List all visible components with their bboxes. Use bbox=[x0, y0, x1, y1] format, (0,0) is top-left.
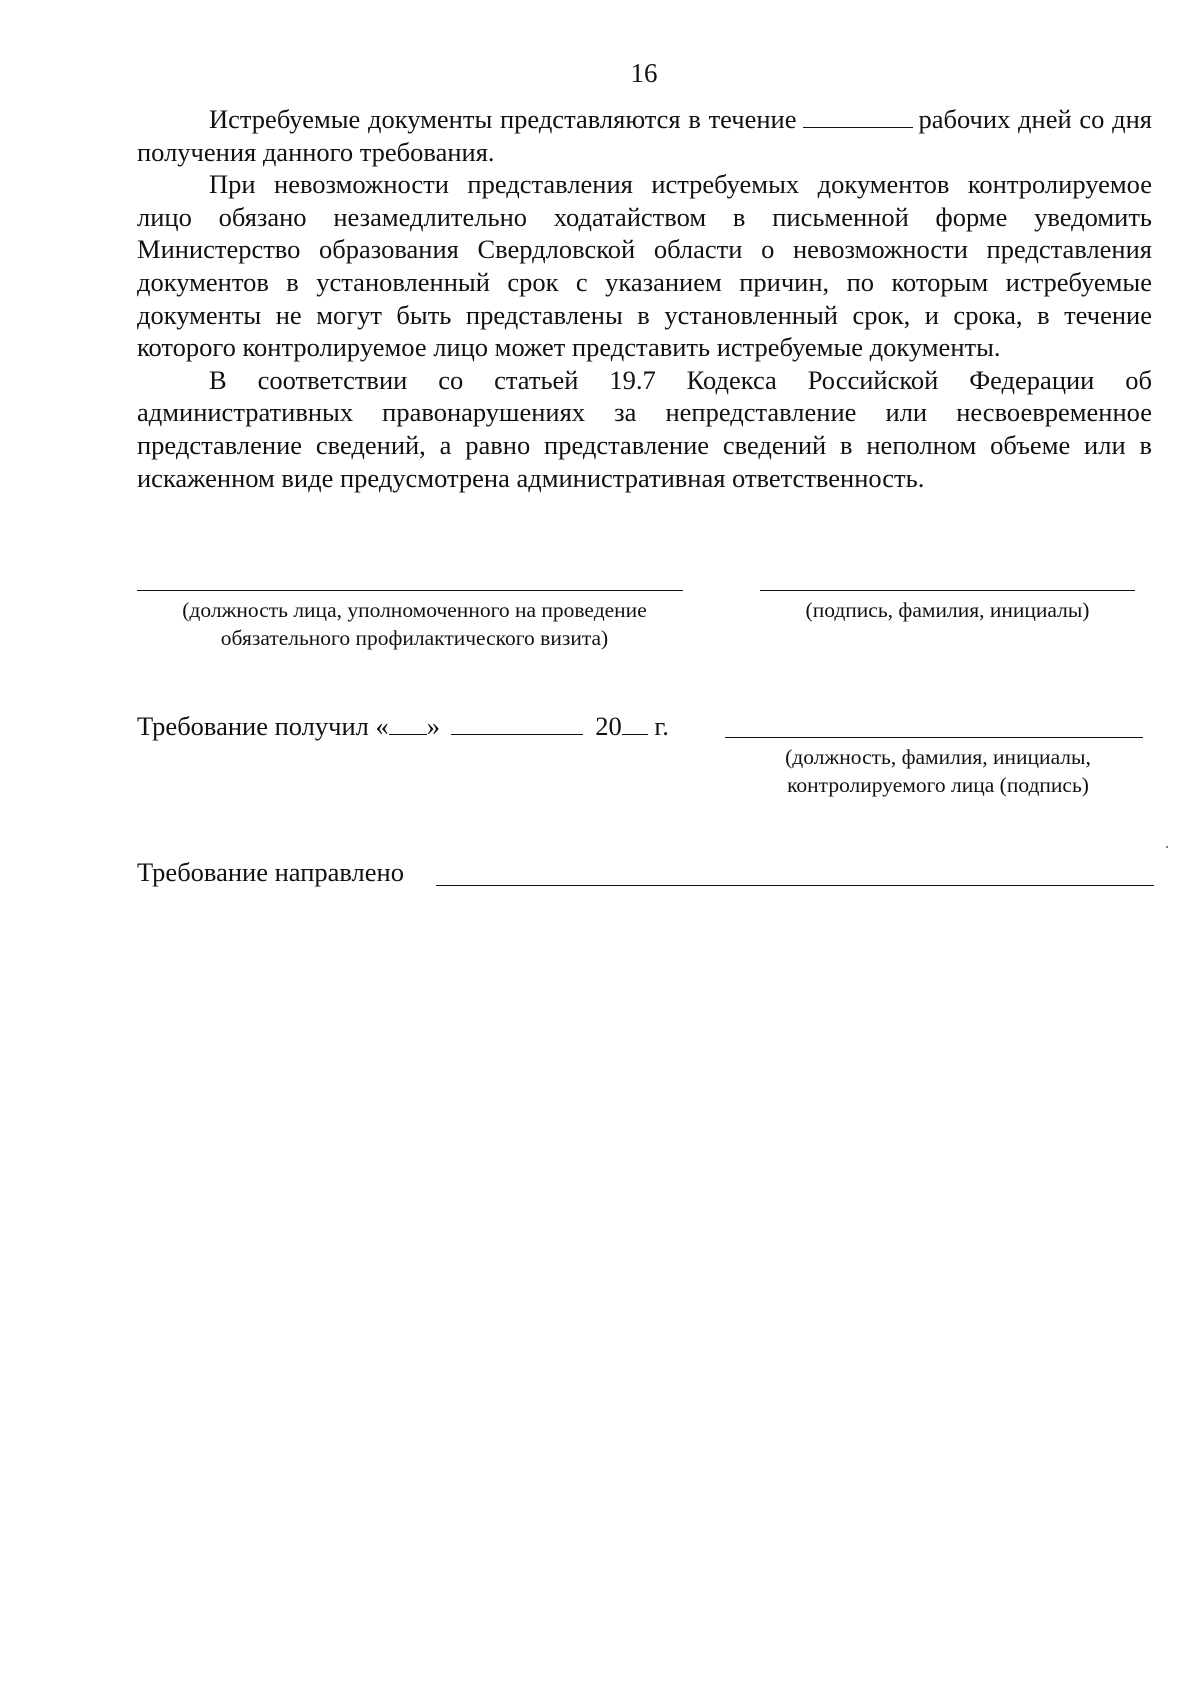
paragraph-deadline-start: Истребуемые документы представляются в течение bbox=[209, 104, 797, 134]
received-label: Требование получил « bbox=[137, 711, 389, 741]
received-month-blank bbox=[451, 712, 583, 735]
document-body bbox=[137, 103, 1152, 494]
received-line bbox=[137, 710, 669, 742]
scan-speck bbox=[1166, 846, 1168, 848]
official-position-caption-line2: обязательного профилактического визита) bbox=[220, 626, 609, 650]
paragraph-deadline bbox=[137, 103, 1152, 168]
paragraph-liability: В соответствии со статьей 19.7 Кодекса Российской Федерации об административных правонарушениях за непредставление или несвоевременное представление сведений, а равно представление сведений в неполном объеме или в искаженном виде предусмотрена административная ответственность. bbox=[137, 364, 1152, 493]
received-day-blank bbox=[389, 712, 427, 735]
sent-line bbox=[137, 856, 404, 888]
paragraph-deadline-end: рабочих дней со дня получения данного требования. bbox=[137, 104, 1152, 167]
received-caption-line2: контролируемого лица (подпись) bbox=[787, 773, 1089, 797]
official-position-line bbox=[137, 590, 683, 591]
official-position-caption bbox=[137, 596, 692, 652]
official-signature-caption: (подпись, фамилия, инициалы) bbox=[805, 598, 1090, 622]
page-number: 16 bbox=[630, 58, 658, 88]
official-position-caption-line1: (должность лица, уполномоченного на проведение bbox=[182, 598, 647, 622]
received-caption-line1: (должность, фамилия, инициалы, bbox=[785, 745, 1091, 769]
received-quote-close: » bbox=[426, 711, 441, 741]
days-blank-field bbox=[803, 107, 913, 128]
received-year-prefix: 20 bbox=[595, 711, 622, 741]
paragraph-impossibility: При невозможности представления истребуемых документов контролируемое лицо обязано незамедлительно ходатайством в письменной форме уведомить Министерство образования Свердловской области о невозможности представления документов в установленный срок с указанием причин, по которым истребуемые документы не могут быть представлены в установленный срок, и срока, в течение которого контролируемое лицо может представить истребуемые документы. bbox=[137, 169, 1152, 363]
sent-label: Требование направлено bbox=[137, 857, 404, 887]
received-year-suffix: г. bbox=[654, 711, 669, 741]
received-signature-line bbox=[725, 737, 1143, 738]
sent-blank-line bbox=[436, 885, 1154, 886]
received-caption bbox=[738, 743, 1138, 799]
official-signature-line bbox=[760, 590, 1135, 591]
received-year-blank bbox=[622, 712, 648, 735]
